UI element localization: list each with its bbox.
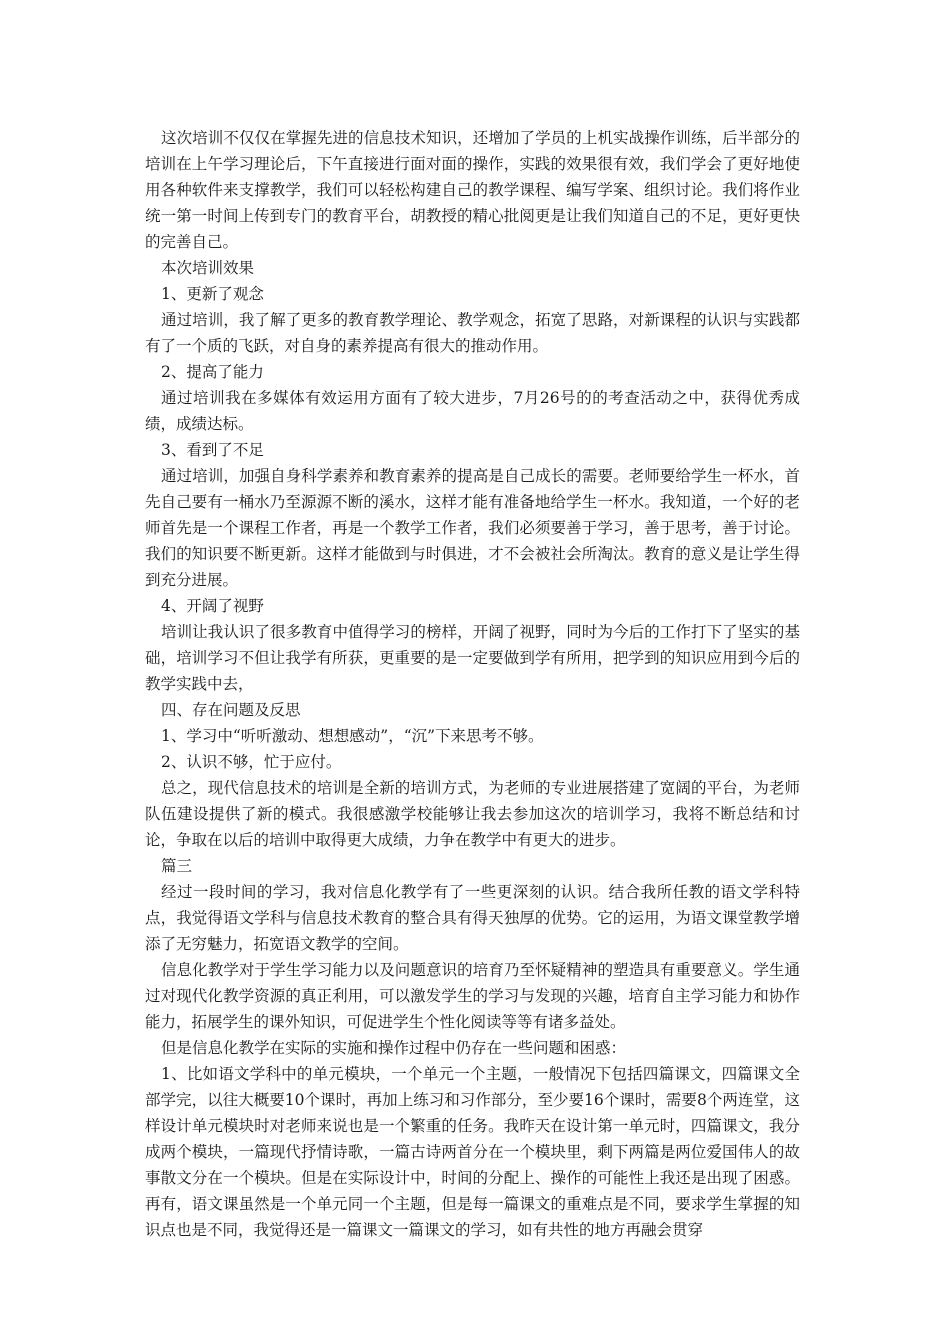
subheading: 2、提高了能力 (161, 363, 264, 381)
subheading: 1、更新了观念 (161, 285, 264, 303)
paragraph: 信息化教学对于学生学习能力以及问题意识的培育乃至怀疑精神的塑造具有重要意义。学生通过对现代化教学资源的真正利用，可以激发学生的学习与发现的兴趣，培育自主学习能力和协作能力，拓展学生的课外知识，可促进学生个性化阅读等等有诸多益处。 (145, 961, 800, 1031)
subheading: 4、开阔了视野 (161, 597, 264, 615)
paragraph: 通过培训我在多媒体有效运用方面有了较大进步，7月26号的的考查活动之中，获得优秀成绩，成绩达标。 (145, 389, 800, 433)
paragraph: 经过一段时间的学习，我对信息化教学有了一些更深刻的认识。结合我所任教的语文学科特点，我觉得语文学科与信息技术教育的整合具有得天独厚的优势。它的运用，为语文课堂教学增添了无穷魅力，拓宽语文教学的空间。 (145, 883, 800, 953)
list-item: 2、认识不够，忙于应付。 (161, 753, 342, 771)
list-item: 1、学习中“听听激动、想想感动”，“沉”下来思考不够。 (161, 727, 544, 745)
document-body (145, 125, 800, 1243)
paragraph: 通过培训，加强自身科学素养和教育素养的提高是自己成长的需要。老师要给学生一杯水，首先自己要有一桶水乃至源源不断的溪水，这样才能有准备地给学生一杯水。我知道，一个好的老师首先是一个课程工作者，再是一个教学工作者，我们必须要善于学习，善于思考，善于讨论。我们的知识要不断更新。这样才能做到与时俱进，才不会被社会所淘汰。教育的意义是让学生得到充分进展。 (145, 467, 800, 589)
paragraph: 通过培训，我了解了更多的教育教学理论、教学观念，拓宽了思路，对新课程的认识与实践都有了一个质的飞跃，对自身的素养提高有很大的推动作用。 (145, 311, 800, 355)
section-heading: 本次培训效果 (161, 259, 255, 277)
paragraph: 总之，现代信息技术的培训是全新的培训方式，为老师的专业进展搭建了宽阔的平台，为老师队伍建设提供了新的模式。我很感激学校能够让我去参加这次的培训学习，我将不断总结和讨论，争取在以后的培训中取得更大成绩，力争在教学中有更大的进步。 (145, 779, 800, 849)
paragraph: 这次培训不仅仅在掌握先进的信息技术知识，还增加了学员的上机实战操作训练，后半部分的培训在上午学习理论后，下午直接进行面对面的操作，实践的效果很有效，我们学会了更好地使用各种软件来支撑教学，我们可以轻松构建自己的教学课程、编写学案、组织讨论。我们将作业统一第一时间上传到专门的教育平台，胡教授的精心批阅更是让我们知道自己的不足，更好更快的完善自己。 (145, 129, 800, 251)
paragraph: 1、比如语文学科中的单元模块，一个单元一个主题，一般情况下包括四篇课文，四篇课文全部学完，以往大概要10个课时，再加上练习和习作部分，至少要16个课时，需要8个两连堂，这样设计单元模块时对老师来说也是一个繁重的任务。我昨天在设计第一单元时，四篇课文，我分成两个模块，一篇现代抒情诗歌，一篇古诗两首分在一个模块里，剩下两篇是两位爱国伟人的故事散文分在一个模块。但是在实际设计中，时间的分配上、操作的可能性上我还是出现了困惑。再有，语文课虽然是一个单元同一个主题，但是每一篇课文的重难点是不同，要求学生掌握的知识点也是不同，我觉得还是一篇课文一篇课文的学习，如有共性的地方再融会贯穿 (145, 1065, 800, 1239)
section-heading: 四、存在问题及反思 (161, 701, 301, 719)
subheading: 3、看到了不足 (161, 441, 264, 459)
section-heading: 篇三 (161, 857, 193, 875)
paragraph: 培训让我认识了很多教育中值得学习的榜样，开阔了视野，同时为今后的工作打下了坚实的基础，培训学习不但让我学有所获，更重要的是一定要做到学有所用，把学到的知识应用到今后的教学实践中去， (145, 623, 800, 693)
paragraph: 但是信息化教学在实际的实施和操作过程中仍存在一些问题和困惑： (161, 1039, 627, 1057)
